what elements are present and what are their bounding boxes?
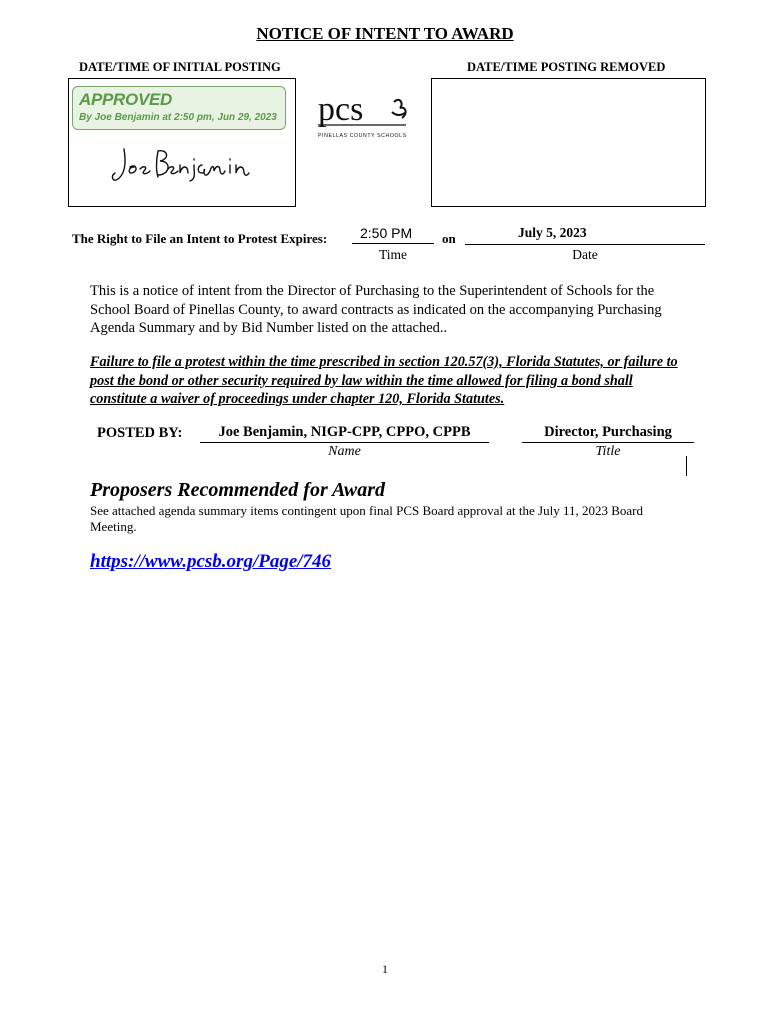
protest-time: 2:50 PM: [360, 225, 413, 241]
name-caption: Name: [328, 444, 361, 459]
on-label: on: [442, 231, 456, 246]
document-title: NOTICE OF INTENT TO AWARD: [256, 24, 514, 43]
initial-posting-label: DATE/TIME OF INITIAL POSTING: [79, 60, 281, 74]
pcs-logo: [318, 94, 413, 147]
posted-name: Joe Benjamin, NIGP-CPP, CPPO, CPPB: [200, 424, 489, 443]
page-number: 1: [382, 962, 388, 976]
posted-title: Director, Purchasing: [522, 424, 694, 443]
title-caption: Title: [595, 444, 621, 459]
proposers-heading: Proposers Recommended for Award: [90, 479, 385, 501]
margin-mark: [686, 456, 687, 476]
stamp-status: APPROVED: [79, 90, 173, 109]
intro-paragraph: This is a notice of intent from the Director of Purchasing to the Superintendent of Schools for the School Board of Pinellas County, to award contracts as indicated on the accompanying Purchasing Agenda Summary and by Bid Number listed on the attached..: [90, 283, 662, 336]
warning-paragraph: Failure to file a protest within the time prescribed in section 120.57(3), Florida Statutes, or failure to post the bond or other security required by law within the time allowed for filing a bond shall constitute a waiver of proceedings under chapter 120, Florida Statutes.: [90, 354, 678, 407]
protest-label: The Right to File an Intent to Protest Expires:: [72, 231, 328, 246]
posting-removed-box: [431, 78, 706, 207]
logo-text: pcs: [318, 94, 364, 128]
date-caption: Date: [572, 247, 598, 262]
posting-removed-label: DATE/TIME POSTING REMOVED: [467, 60, 666, 74]
logo-sub: PINELLAS COUNTY SCHOOLS: [318, 133, 407, 139]
agenda-link[interactable]: https://www.pcsb.org/Page/746: [90, 551, 332, 572]
protest-time-line: [352, 227, 434, 244]
protest-date: July 5, 2023: [518, 225, 587, 240]
proposers-note: See attached agenda summary items contingent upon final PCS Board approval at the July 11, 2023 Board Meeting.: [90, 503, 643, 534]
approved-stamp: [72, 86, 286, 130]
protest-date-line: [465, 226, 705, 245]
posted-by-label: POSTED BY:: [97, 425, 183, 441]
time-caption: Time: [378, 247, 407, 262]
stamp-detail: By Joe Benjamin at 2:50 pm, Jun 29, 2023: [79, 112, 277, 123]
signature: [110, 143, 260, 192]
